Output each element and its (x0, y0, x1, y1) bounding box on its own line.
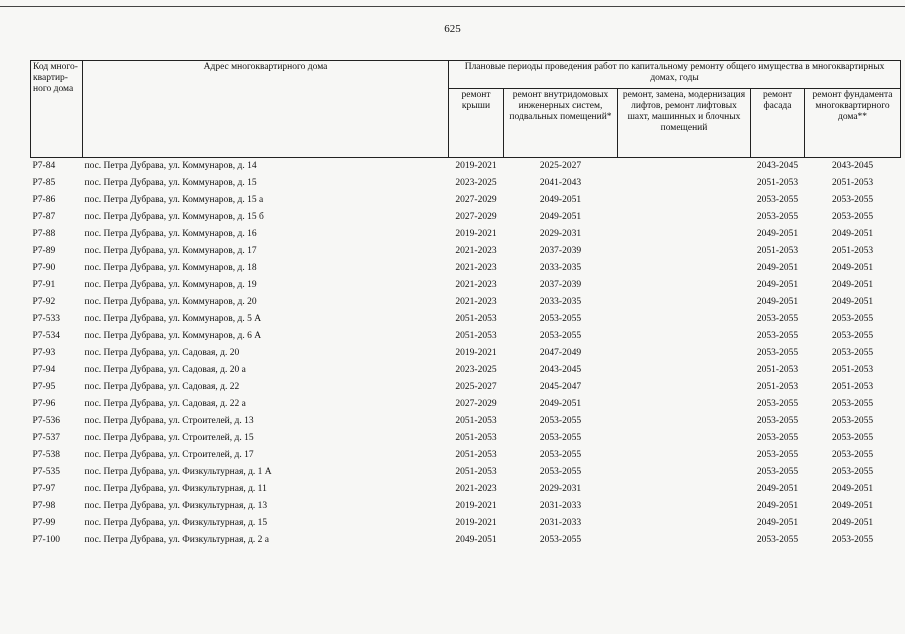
cell-systems: 2031-2033 (539, 501, 582, 511)
table-header (31, 61, 901, 158)
cell-lifts (618, 192, 751, 209)
table-row (31, 243, 901, 260)
cell-systems: 2049-2051 (539, 212, 582, 222)
cell-systems: 2025-2027 (539, 161, 582, 171)
cell-roof: 2019-2021 (455, 348, 497, 358)
cell-systems: 2053-2055 (539, 450, 582, 460)
header-periods: Плановые периоды проведения работ по капитальному ремонту общего имущества в многоквартирных домах, годы (449, 61, 901, 89)
cell-foundation: 2049-2051 (831, 280, 874, 290)
cell-address: пос. Петра Дубрава, ул. Строителей, д. 15 (84, 433, 254, 443)
cell-code: Р7-538 (32, 450, 60, 460)
cell-systems: 2043-2045 (539, 365, 582, 375)
cell-code: Р7-88 (32, 229, 56, 239)
cell-lifts (618, 481, 751, 498)
cell-systems: 2053-2055 (539, 314, 582, 324)
cell-foundation: 2053-2055 (831, 212, 874, 222)
header-systems: ремонт внутридомовых инженерных систем, подвальных помещений* (504, 89, 618, 158)
table-row (31, 447, 901, 464)
cell-roof: 2019-2021 (455, 501, 497, 511)
table-row (31, 209, 901, 226)
cell-facade: 2043-2045 (756, 161, 799, 171)
cell-foundation: 2053-2055 (831, 331, 874, 341)
table-row (31, 362, 901, 379)
cell-lifts (618, 209, 751, 226)
cell-address: пос. Петра Дубрава, ул. Физкультурная, д. 1 А (84, 467, 272, 477)
table-row (31, 532, 901, 549)
cell-code: Р7-95 (32, 382, 56, 392)
cell-roof: 2051-2053 (455, 433, 497, 443)
cell-facade: 2051-2053 (756, 382, 799, 392)
cell-address: пос. Петра Дубрава, ул. Строителей, д. 17 (84, 450, 254, 460)
header-lifts: ремонт, замена, модернизация лифтов, ремонт лифтовых шахт, машинных и блочных помещений (618, 89, 751, 158)
cell-roof: 2051-2053 (455, 331, 497, 341)
cell-systems: 2053-2055 (539, 535, 582, 545)
cell-roof: 2027-2029 (455, 399, 497, 409)
cell-code: Р7-533 (32, 314, 60, 324)
cell-code: Р7-90 (32, 263, 56, 273)
cell-code: Р7-100 (32, 535, 60, 545)
cell-foundation: 2053-2055 (831, 314, 874, 324)
cell-address: пос. Петра Дубрава, ул. Коммунаров, д. 18 (84, 263, 257, 273)
cell-code: Р7-89 (32, 246, 56, 256)
cell-address: пос. Петра Дубрава, ул. Коммунаров, д. 14 (84, 161, 257, 171)
cell-address: пос. Петра Дубрава, ул. Коммунаров, д. 19 (84, 280, 257, 290)
cell-lifts (618, 413, 751, 430)
repair-schedule-table (30, 60, 901, 549)
cell-foundation: 2053-2055 (831, 416, 874, 426)
cell-code: Р7-85 (32, 178, 56, 188)
cell-systems: 2037-2039 (539, 246, 582, 256)
cell-systems: 2049-2051 (539, 399, 582, 409)
table-row (31, 515, 901, 532)
cell-address: пос. Петра Дубрава, ул. Садовая, д. 20 а (84, 365, 246, 375)
table-row (31, 413, 901, 430)
cell-foundation: 2049-2051 (831, 229, 874, 239)
cell-facade: 2053-2055 (756, 433, 799, 443)
cell-code: Р7-93 (32, 348, 56, 358)
cell-facade: 2049-2051 (756, 229, 799, 239)
cell-code: Р7-86 (32, 195, 56, 205)
cell-facade: 2049-2051 (756, 518, 799, 528)
cell-lifts (618, 447, 751, 464)
cell-roof: 2051-2053 (455, 450, 497, 460)
cell-roof: 2051-2053 (455, 467, 497, 477)
cell-code: Р7-535 (32, 467, 60, 477)
cell-lifts (618, 532, 751, 549)
page-number: 625 (444, 23, 461, 35)
cell-address: пос. Петра Дубрава, ул. Физкультурная, д. 11 (84, 484, 267, 494)
cell-facade: 2053-2055 (756, 535, 799, 545)
cell-lifts (618, 498, 751, 515)
cell-facade: 2053-2055 (756, 467, 799, 477)
cell-address: пос. Петра Дубрава, ул. Физкультурная, д. 2 а (84, 535, 270, 545)
table-row (31, 481, 901, 498)
cell-lifts (618, 515, 751, 532)
cell-facade: 2053-2055 (756, 331, 799, 341)
cell-foundation: 2051-2053 (831, 178, 874, 188)
cell-facade: 2053-2055 (756, 314, 799, 324)
cell-lifts (618, 345, 751, 362)
cell-code: Р7-99 (32, 518, 56, 528)
cell-facade: 2053-2055 (756, 195, 799, 205)
cell-address: пос. Петра Дубрава, ул. Садовая, д. 20 (84, 348, 240, 358)
header-address: Адрес многоквартирного дома (83, 61, 449, 158)
cell-lifts (618, 464, 751, 481)
cell-facade: 2049-2051 (756, 297, 799, 307)
cell-systems: 2031-2033 (539, 518, 582, 528)
header-facade: ремонт фасада (751, 89, 805, 158)
cell-lifts (618, 158, 751, 176)
cell-foundation: 2053-2055 (831, 348, 874, 358)
cell-facade: 2049-2051 (756, 501, 799, 511)
cell-foundation: 2053-2055 (831, 467, 874, 477)
table-row (31, 311, 901, 328)
cell-address: пос. Петра Дубрава, ул. Коммунаров, д. 15 (84, 178, 257, 188)
table-row (31, 498, 901, 515)
cell-systems: 2049-2051 (539, 195, 582, 205)
cell-foundation: 2049-2051 (831, 518, 874, 528)
cell-roof: 2049-2051 (455, 535, 497, 545)
cell-roof: 2051-2053 (455, 416, 497, 426)
cell-roof: 2019-2021 (455, 518, 497, 528)
cell-systems: 2037-2039 (539, 280, 582, 290)
cell-roof: 2023-2025 (455, 365, 497, 375)
cell-systems: 2053-2055 (539, 433, 582, 443)
table-row (31, 226, 901, 243)
table-row (31, 464, 901, 481)
cell-foundation: 2051-2053 (831, 246, 874, 256)
cell-systems: 2041-2043 (539, 178, 582, 188)
cell-code: Р7-91 (32, 280, 56, 290)
table-row (31, 260, 901, 277)
table-row (31, 192, 901, 209)
cell-systems: 2047-2049 (539, 348, 582, 358)
cell-facade: 2049-2051 (756, 484, 799, 494)
cell-lifts (618, 294, 751, 311)
cell-lifts (618, 243, 751, 260)
cell-roof: 2019-2021 (455, 161, 497, 171)
cell-code: Р7-536 (32, 416, 60, 426)
cell-lifts (618, 396, 751, 413)
cell-address: пос. Петра Дубрава, ул. Физкультурная, д. 13 (84, 501, 268, 511)
cell-address: пос. Петра Дубрава, ул. Коммунаров, д. 5 А (84, 314, 262, 324)
table-row (31, 345, 901, 362)
cell-lifts (618, 362, 751, 379)
cell-lifts (618, 379, 751, 396)
cell-foundation: 2043-2045 (831, 161, 874, 171)
cell-roof: 2023-2025 (455, 178, 497, 188)
cell-address: пос. Петра Дубрава, ул. Физкультурная, д. 15 (84, 518, 268, 528)
cell-foundation: 2053-2055 (831, 433, 874, 443)
cell-roof: 2051-2053 (455, 314, 497, 324)
cell-foundation: 2053-2055 (831, 450, 874, 460)
cell-lifts (618, 226, 751, 243)
cell-address: пос. Петра Дубрава, ул. Коммунаров, д. 15 б (84, 212, 264, 222)
cell-facade: 2051-2053 (756, 246, 799, 256)
cell-foundation: 2053-2055 (831, 535, 874, 545)
cell-roof: 2027-2029 (455, 195, 497, 205)
cell-roof: 2021-2023 (455, 280, 497, 290)
cell-facade: 2053-2055 (756, 416, 799, 426)
cell-foundation: 2051-2053 (831, 382, 874, 392)
header-foundation: ремонт фундамента многоквартирного дома** (805, 89, 901, 158)
cell-lifts (618, 328, 751, 345)
cell-facade: 2049-2051 (756, 280, 799, 290)
top-rule (0, 6, 905, 7)
cell-code: Р7-97 (32, 484, 56, 494)
cell-facade: 2051-2053 (756, 365, 799, 375)
cell-address: пос. Петра Дубрава, ул. Коммунаров, д. 16 (84, 229, 257, 239)
cell-foundation: 2051-2053 (831, 365, 874, 375)
header-code: Код много-квартир-ного дома (31, 61, 83, 158)
cell-foundation: 2049-2051 (831, 484, 874, 494)
table-body (31, 158, 901, 550)
table-row (31, 277, 901, 294)
table-row (31, 294, 901, 311)
cell-code: Р7-98 (32, 501, 56, 511)
cell-systems: 2053-2055 (539, 331, 582, 341)
cell-code: Р7-534 (32, 331, 60, 341)
cell-address: пос. Петра Дубрава, ул. Садовая, д. 22 (84, 382, 240, 392)
cell-systems: 2033-2035 (539, 297, 582, 307)
cell-facade: 2053-2055 (756, 212, 799, 222)
cell-address: пос. Петра Дубрава, ул. Строителей, д. 13 (84, 416, 254, 426)
table-row (31, 396, 901, 413)
cell-foundation: 2053-2055 (831, 399, 874, 409)
cell-foundation: 2049-2051 (831, 297, 874, 307)
cell-foundation: 2053-2055 (831, 195, 874, 205)
cell-systems: 2053-2055 (539, 416, 582, 426)
cell-address: пос. Петра Дубрава, ул. Коммунаров, д. 15 а (84, 195, 264, 205)
cell-roof: 2025-2027 (455, 382, 497, 392)
cell-roof: 2021-2023 (455, 263, 497, 273)
cell-address: пос. Петра Дубрава, ул. Коммунаров, д. 6 А (84, 331, 262, 341)
cell-foundation: 2049-2051 (831, 263, 874, 273)
cell-roof: 2021-2023 (455, 484, 497, 494)
table-row (31, 379, 901, 396)
cell-systems: 2033-2035 (539, 263, 582, 273)
cell-address: пос. Петра Дубрава, ул. Садовая, д. 22 а (84, 399, 246, 409)
cell-systems: 2045-2047 (539, 382, 582, 392)
cell-foundation: 2049-2051 (831, 501, 874, 511)
cell-systems: 2029-2031 (539, 229, 582, 239)
cell-code: Р7-87 (32, 212, 56, 222)
header-roof: ремонт крыши (449, 89, 504, 158)
cell-lifts (618, 311, 751, 328)
cell-address: пос. Петра Дубрава, ул. Коммунаров, д. 20 (84, 297, 257, 307)
cell-code: Р7-537 (32, 433, 60, 443)
cell-facade: 2053-2055 (756, 399, 799, 409)
table-row (31, 328, 901, 345)
cell-code: Р7-84 (32, 161, 56, 171)
cell-code: Р7-94 (32, 365, 56, 375)
cell-code: Р7-92 (32, 297, 56, 307)
cell-roof: 2019-2021 (455, 229, 497, 239)
cell-facade: 2051-2053 (756, 178, 799, 188)
cell-lifts (618, 175, 751, 192)
cell-systems: 2053-2055 (539, 467, 582, 477)
cell-roof: 2021-2023 (455, 297, 497, 307)
cell-facade: 2053-2055 (756, 348, 799, 358)
table-row (31, 158, 901, 176)
cell-address: пос. Петра Дубрава, ул. Коммунаров, д. 17 (84, 246, 257, 256)
cell-roof: 2021-2023 (455, 246, 497, 256)
table-row (31, 430, 901, 447)
cell-code: Р7-96 (32, 399, 56, 409)
table-row (31, 175, 901, 192)
cell-facade: 2053-2055 (756, 450, 799, 460)
cell-systems: 2029-2031 (539, 484, 582, 494)
cell-lifts (618, 277, 751, 294)
cell-roof: 2027-2029 (455, 212, 497, 222)
cell-facade: 2049-2051 (756, 263, 799, 273)
cell-lifts (618, 430, 751, 447)
cell-lifts (618, 260, 751, 277)
